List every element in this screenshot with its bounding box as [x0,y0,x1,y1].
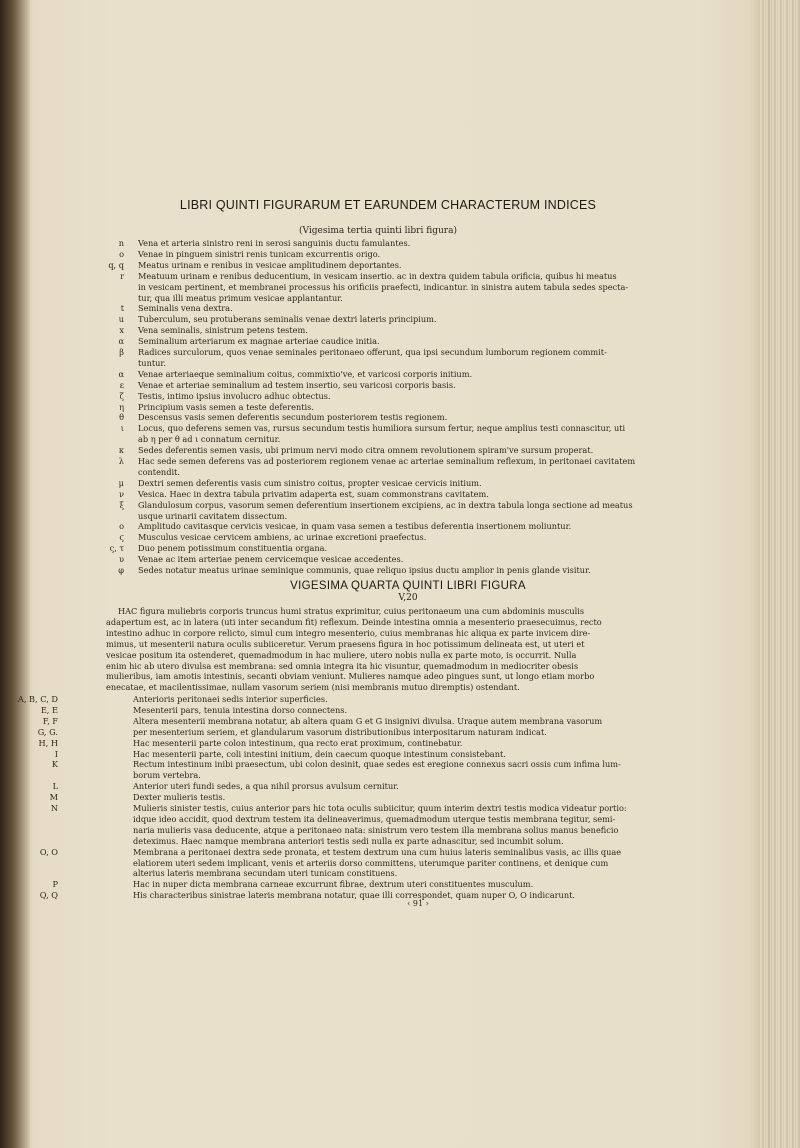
entry-text: ab η per θ ad ι connatum cernitur. [138,434,281,445]
entry-text: Musculus vesicae cervicem ambiens, ac urinae excretioni praefectus. [138,532,427,543]
entry-text: Venae in pinguem sinistri renis tunicam excurrentis origo. [138,248,381,259]
page-heading: LIBRI QUINTI FIGURARUM ET EARUNDEM CHARACTERUM INDICES [179,198,597,212]
entry-label: λ [118,456,124,466]
entry-text: Sedes deferentis semen vasis, ubi primum nervi modo citra omnem revolutionem spiram've sursum properat. [138,445,594,456]
entry-label: H, H [38,737,58,748]
entry-text: Dextri semen deferentis vasis cum sinistro coitus, propter vesicae cervicis initium. [138,477,482,488]
entry-label: I [54,748,58,759]
entry-text: Hac sede semen deferens vas ad posteriorem regionem venae ac arteriae seminalium reflexum, in peritonaei cavitatem [138,456,636,466]
entry-label: φ [118,565,124,575]
entry-text: in vesicam pertinent, et membranei processus his orificiis praefecti, indicantur. in sinistra autem tabula sedes specta- [138,281,629,292]
entry-label: β [119,347,124,357]
entry-text: Principium vasis semen a teste deferentis. [138,401,314,412]
entry-text: Meatus urinam e renibus in vesicae amplitudinem deportantes. [138,259,402,270]
entry-label: q, q [108,259,124,270]
entry-text: Sedes notatur meatus urinae seminique communis, quae reliquo ipsius ductu amplior in penis glande visitur. [138,565,591,575]
entry-text: Vesica. Haec in dextra tabula privatim adaperta est, suam commonstrans cavitatem. [138,488,489,499]
entry-text: Venae ac item arteriae penem cervicemque vesicae accedentes. [138,554,404,565]
entry-text: tuntur. [138,357,167,368]
entry-label: G, G. [37,726,58,737]
entry-text: Anterioris peritonaei sedis interior superficies. [133,694,328,704]
entry-text: Mesenterii pars, tenuia intestina dorso connectens. [133,704,348,715]
entry-text: Anterior uteri fundi sedes, a qua nihil prorsus avulsum cernitur. [133,781,399,792]
entry-text: Radices surculorum, quos venae seminales peritonaeo offerunt, qua ipsi secundum lumborum regionem commit- [138,347,607,357]
page-number: ‹ 91 › [407,899,429,908]
entry-label: M [49,792,58,803]
entry-text: Descensus vasis semen deferentis secundum posteriorem testis regionem. [138,412,448,423]
entry-text: Meatuum urinam e renibus deducentium, in vesicam insertio. ac in dextra quidem tabula orificia, quibus hi meatus [138,270,617,281]
entry-text: per mesenterium seriem, et glandularum vasorum distributionibus interpositarum naturam indicat. [133,726,547,737]
paragraph-line: adapertum est, ac in latera (uti inter secandum fit) reflexum. Deinde intestina omnia a mesenterio praesecuimus, recto [106,616,602,627]
entry-label: x [119,325,124,336]
entry-text: Venae arteriaeque seminalium coitus, commixtio've, et varicosi corporis initium. [138,368,473,379]
entry-label: ξ [119,499,124,510]
paragraph-line: enim hic ab utero divulsa est membrana: sed omnia integra ita hic visuntur, quemadmodum in mediocriter obesis [106,660,579,671]
book-gutter [0,0,30,1148]
entry-text: Hac in nuper dicta membrana carneae excurrunt fibrae, dextrum uteri constituentes musculum. [133,879,534,890]
entry-label: ν [119,488,124,499]
paragraph-line: intestino adhuc in corpore relicto, simul cum integro mesenterio, cuius membranas hic aliqua ex parte invicem dire- [106,627,591,638]
entry-label: F, F [42,715,58,726]
entry-text: His characteribus sinistrae lateris membrana notatur, quae illi correspondet, quam nuper O, O indicarunt. [133,890,575,901]
entry-label: ο [119,521,124,532]
entry-label: P [52,879,58,890]
entry-text: Rectum intestinum inibi praesectum, ubi colon desinit, quae sedes est eregione connexus sacri ossis cum infima lum- [133,759,621,770]
entry-label: ζ [119,390,124,401]
entry-label: E, E [40,704,58,715]
entry-label: r [120,270,124,281]
entry-text: Amplitudo cavitasque cervicis vesicae, in quam vasa semen a testibus deferentia insertionem moliuntur. [138,521,572,532]
entry-label: L [52,781,58,792]
entry-label: o [119,248,124,259]
entry-text: Tuberculum, seu protuberans seminalis venae dextri lateris principium. [138,314,437,325]
entry-label: O, O [39,846,58,857]
entry-text: Hac mesenterii parte, coli intestini initium, dein caecum quoque intestinum consistebant. [133,748,506,759]
entry-text: Venae et arteriae seminalium ad testem insertio, seu varicosi corporis basis. [138,379,456,390]
entry-label: μ [118,477,124,488]
entry-label: ς, τ [109,543,124,554]
entry-text: Altera mesenterii membrana notatur, ab altera quam G et G insignivi divulsa. Uraque autem membrana vasorum [133,715,603,726]
entry-label: t [120,303,124,314]
page-edges [760,0,800,1148]
entry-text: contendit. [138,466,180,477]
entry-text: Duo penem potissimum constituentia organa. [138,543,328,554]
paragraph-line: mimus, ut mesenterii natura oculis subiiceretur. Verum praesens figura in hoc potissimum delineata est, ut uteri et [106,638,585,649]
entry-text: deteximus. Haec namque membrana anteriori testis sedi nulla ex parte adnascitur, sed incumbit solum. [133,835,564,846]
section-heading: VIGESIMA QUARTA QUINTI LIBRI FIGURA [290,580,526,592]
entry-text: Hac mesenterii parte colon intestinum, qua recto erat proximum, continebatur. [133,737,463,748]
entry-label: ι [120,423,124,434]
entry-label: Q, Q [39,890,58,901]
paragraph-line: vesicae positum ita ostenderet, quemadmodum in hac muliere, utero nobis nulla ex parte moto, is occurrit. Nulla [106,649,577,660]
entry-text: alterius lateris membrana secundam uteri tunicam constituens. [133,868,398,879]
entry-text: Membrana a peritonaei dextra sede pronata, et testem dextrum una cum huius lateris seminalibus vasis, ac illis quae [133,846,622,857]
entry-label: ε [119,379,124,390]
section-reference: V,20 [398,593,418,603]
entry-label: θ [119,412,124,423]
entry-label: η [119,401,124,412]
entry-label: A, B, C, D [17,694,58,704]
figure-subtitle: (Vigesima tertia quinti libri figura) [299,226,457,236]
entry-label: n [118,238,124,248]
entry-text: Dexter mulieris testis. [133,792,226,803]
page-content [17,0,758,1148]
entry-text: idque ideo accidit, quod dextrum testem ita delineaverimus, quemadmodum uterque testis membrana tegitur, semi- [133,813,616,824]
entry-label: ϛ [119,532,124,543]
entry-text: Seminalis vena dextra. [138,303,233,314]
paragraph-line: enecatae, et macilentissimae, nullam vasorum seriem (nisi membranis mutuo diremptis) ostendant. [106,682,520,693]
entry-label: α [118,336,124,347]
paragraph-line: mulieribus, iam amotis intestinis, secanti obviam veniunt. Mulieres namque adeo pingues sunt, ut longo etiam morbo [106,671,595,682]
entry-label: N [50,803,58,813]
entry-label: K [51,759,58,770]
entry-text: tur, qua illi meatus primum vesicae applantantur. [138,292,343,303]
entry-text: Vena seminalis, sinistrum petens testem. [138,325,308,336]
entry-text: Testis, intimo ipsius involucro adhuc obtectus. [138,390,331,401]
entry-text: Mulieris sinister testis, cuius anterior pars hic tota oculis subiicitur, quum interim dextri testis modica videatur portio: [133,803,627,813]
entry-text: naria mulieris vasa deducente, atque a peritonaeo nata: sinistrum vero testem illa membrana solius manus beneficio [133,824,619,835]
entry-text: elatiorem uteri sedem implicant, venis et arteriis dorso committens, uterumque pariter continens, et denique cum [133,857,609,868]
entry-text: Seminalium arteriarum ex magnae arteriae caudice initia. [138,336,380,347]
entry-text: Glandulosum corpus, vasorum semen deferentium insertionem excipiens, ac in dextra tabula longa sectione ad meatus [138,499,633,510]
entry-text: borum vertebra. [133,770,201,781]
entry-label: α [118,368,124,379]
entry-text: Vena et arteria sinistro reni in serosi sanguinis ductu famulantes. [138,238,411,248]
entry-label: u [118,314,124,325]
entry-text: usque urinarii cavitatem dissectum. [138,510,288,521]
entry-label: υ [119,554,124,565]
entry-text: Locus, quo deferens semen vas, rursus secundum testis humiliora sursum fertur, neque amplius testi connascitur, uti [138,423,626,434]
paragraph-line: HAC figura muliebris corporis truncus humi stratus exprimitur, cuius peritonaeum una cum abdominis musculis [118,606,585,616]
entry-label: κ [118,445,124,456]
